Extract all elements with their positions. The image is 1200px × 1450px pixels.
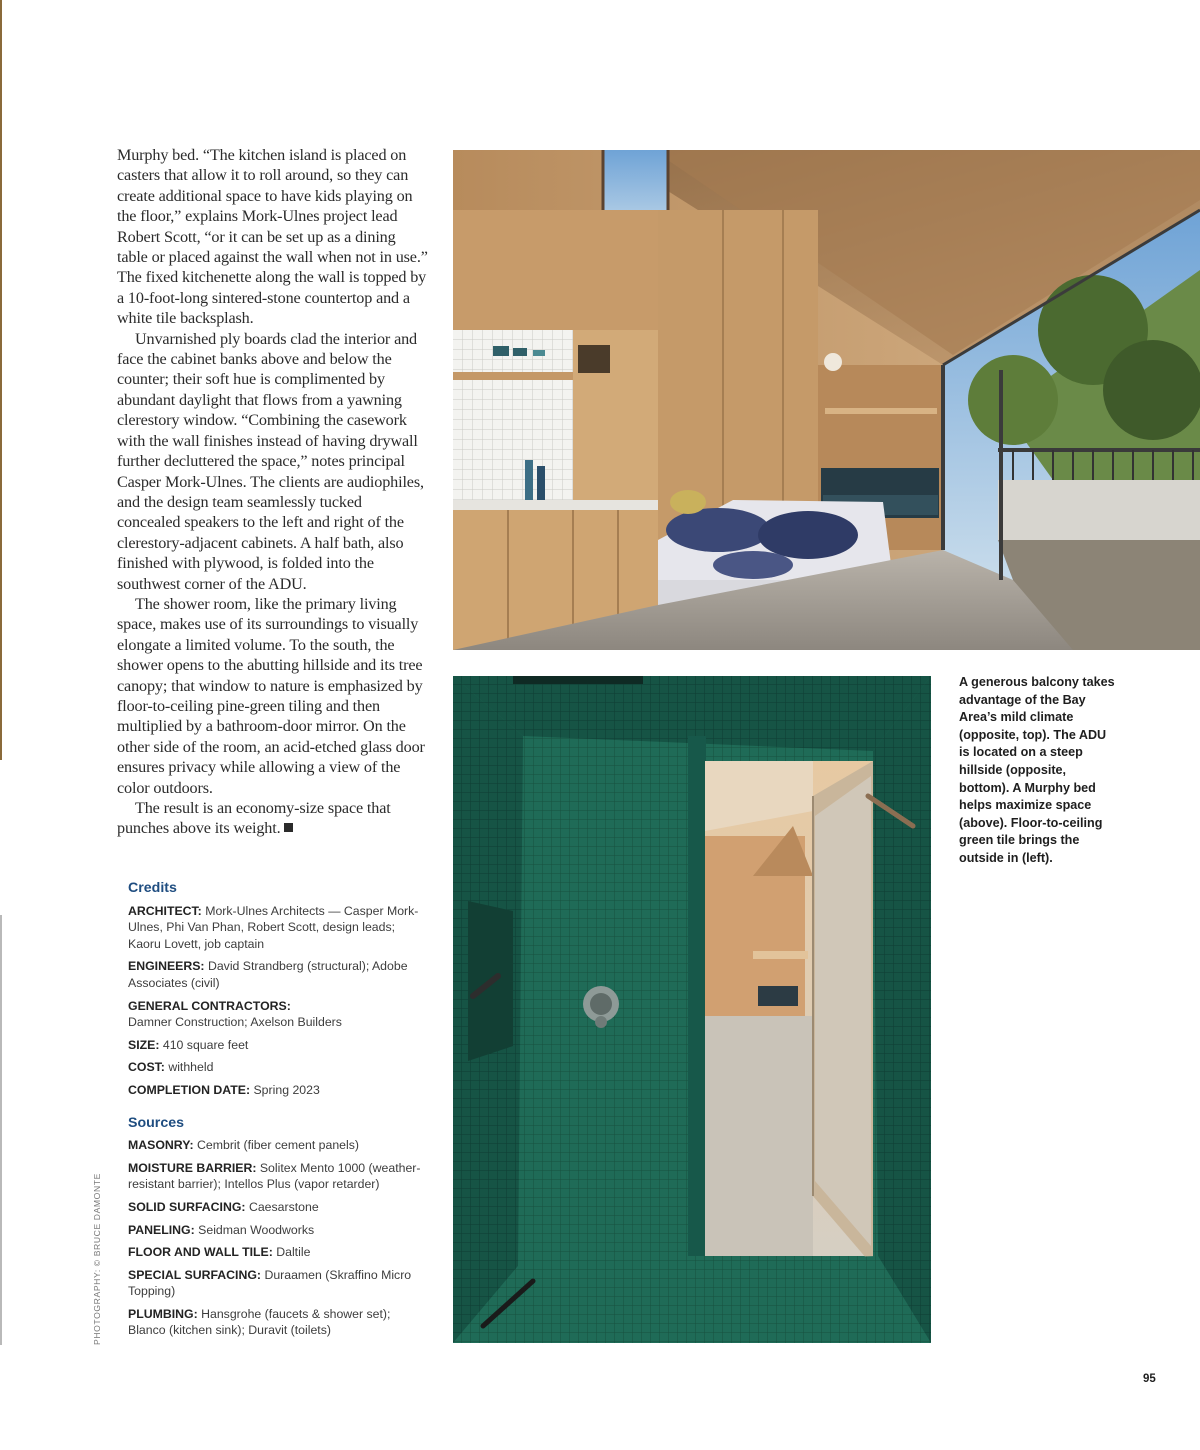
credits-sidebar (128, 880, 428, 1345)
source-value: Duraamen (Skraffino Micro Topping) (128, 1267, 412, 1299)
source-entry (128, 1160, 428, 1193)
page-edge-rule-top (0, 0, 2, 760)
credit-entry (128, 1059, 428, 1076)
credit-entry (128, 958, 428, 991)
credit-label: ENGINEERS: (128, 959, 205, 974)
credit-entry (128, 903, 428, 953)
source-label: MASONRY: (128, 1138, 194, 1153)
source-value: Daltile (276, 1245, 311, 1260)
source-entry (128, 1222, 428, 1239)
page-number: 95 (1143, 1373, 1156, 1385)
photo-caption: A generous balcony takes advantage of the Bay Area’s mild climate (opposite, top). The ADU is located on a steep hillside (opposite, bottom). A Murphy bed helps maximize space (above). Floor-to-ceiling green tile brings the outside in (left). (959, 675, 1115, 865)
credit-entry (128, 1037, 428, 1054)
article-paragraph: Murphy bed. “The kitchen island is placed on casters that allow it to roll around, so they can create additional space to have kids playing on the floor,” explains Mork-Ulnes project lead Robert Scott, “or it can be set up as a dining table or placed against the wall when not in use.” The fixed kitchenette along the wall is topped by a 10-foot-long sintered-stone countertop and a white tile backsplash. (117, 146, 428, 328)
shower-photo (453, 676, 931, 1343)
article-paragraph-text: The result is an economy-size space that punches above its weight. (117, 799, 391, 838)
source-entry (128, 1267, 428, 1300)
credit-entry (128, 998, 428, 1031)
source-label: SPECIAL SURFACING: (128, 1267, 262, 1282)
source-value: Hansgrohe (faucets & shower set); Blanco (kitchen sink); Duravit (toilets) (128, 1306, 391, 1338)
source-label: SOLID SURFACING: (128, 1199, 246, 1214)
credit-label: ARCHITECT: (128, 903, 202, 918)
source-value: Cembrit (fiber cement panels) (197, 1138, 359, 1153)
credits-heading: Credits (128, 880, 177, 896)
article-paragraph: The shower room, like the primary living space, makes use of its surroundings to visually elongate a limited volume. To the south, the shower opens to the abutting hillside and its tree canopy; that window to nature is emphasized by floor-to-ceiling pine-green tiling and then multiplied by a bathroom-door mirror. On the other side of the room, an acid-etched glass door ensures privacy while allowing a view of the color outdoors. (117, 594, 425, 797)
article-paragraph-final (117, 798, 429, 839)
source-label: FLOOR AND WALL TILE: (128, 1245, 273, 1260)
article-paragraph: Unvarnished ply boards clad the interior and face the cabinet banks above and below the counter; their soft hue is complimented by abundant daylight that flows from a yawning clerestory window. “Combining the casework with the wall finishes instead of having drywall further decluttered the space,” notes principal Casper Mork-Ulnes. The clients are audiophiles, and the design team seamlessly tucked concealed speakers to the left and right of the clerestory-adjacent cabinets. A half bath, also finished with plywood, is folded into the southwest corner of the ADU. (117, 329, 424, 593)
credit-entry (128, 1082, 428, 1099)
credit-value: David Strandberg (structural); Adobe Associates (civil) (128, 959, 408, 990)
credit-value: 410 square feet (162, 1037, 249, 1052)
source-value: Solitex Mento 1000 (weather-resistant barrier); Intellos Plus (vapor retarder) (128, 1160, 421, 1192)
sources-heading: Sources (128, 1114, 184, 1131)
credit-value: withheld (168, 1060, 214, 1075)
source-value: Seidman Woodworks (198, 1222, 315, 1237)
photo-credit: PHOTOGRAPHY: © BRUCE DAMONTE (92, 1173, 102, 1345)
credit-value: Mork-Ulnes Architects — Casper Mork-Ulnes, Phi Van Phan, Robert Scott, design leads; Kaoru Lovett, job captain (128, 903, 419, 951)
credit-label: COST: (128, 1060, 165, 1075)
credit-value: Spring 2023 (253, 1082, 320, 1097)
source-value: Caesarstone (248, 1199, 319, 1214)
source-entry (128, 1137, 428, 1154)
source-entry (128, 1199, 428, 1216)
source-label: PLUMBING: (128, 1306, 198, 1321)
credit-label: COMPLETION DATE: (128, 1082, 251, 1097)
article-body (117, 145, 429, 839)
source-entry (128, 1306, 428, 1339)
source-entry (128, 1244, 428, 1261)
end-mark-icon (284, 823, 293, 832)
source-label: MOISTURE BARRIER: (128, 1160, 257, 1175)
credit-label: SIZE: (128, 1037, 160, 1052)
credit-label: GENERAL CONTRACTORS: (128, 998, 291, 1013)
credit-value: Damner Construction; Axelson Builders (128, 1015, 342, 1030)
source-label: PANELING: (128, 1222, 195, 1237)
bedroom-photo (453, 150, 1200, 650)
page-edge-rule-bottom (0, 915, 2, 1345)
